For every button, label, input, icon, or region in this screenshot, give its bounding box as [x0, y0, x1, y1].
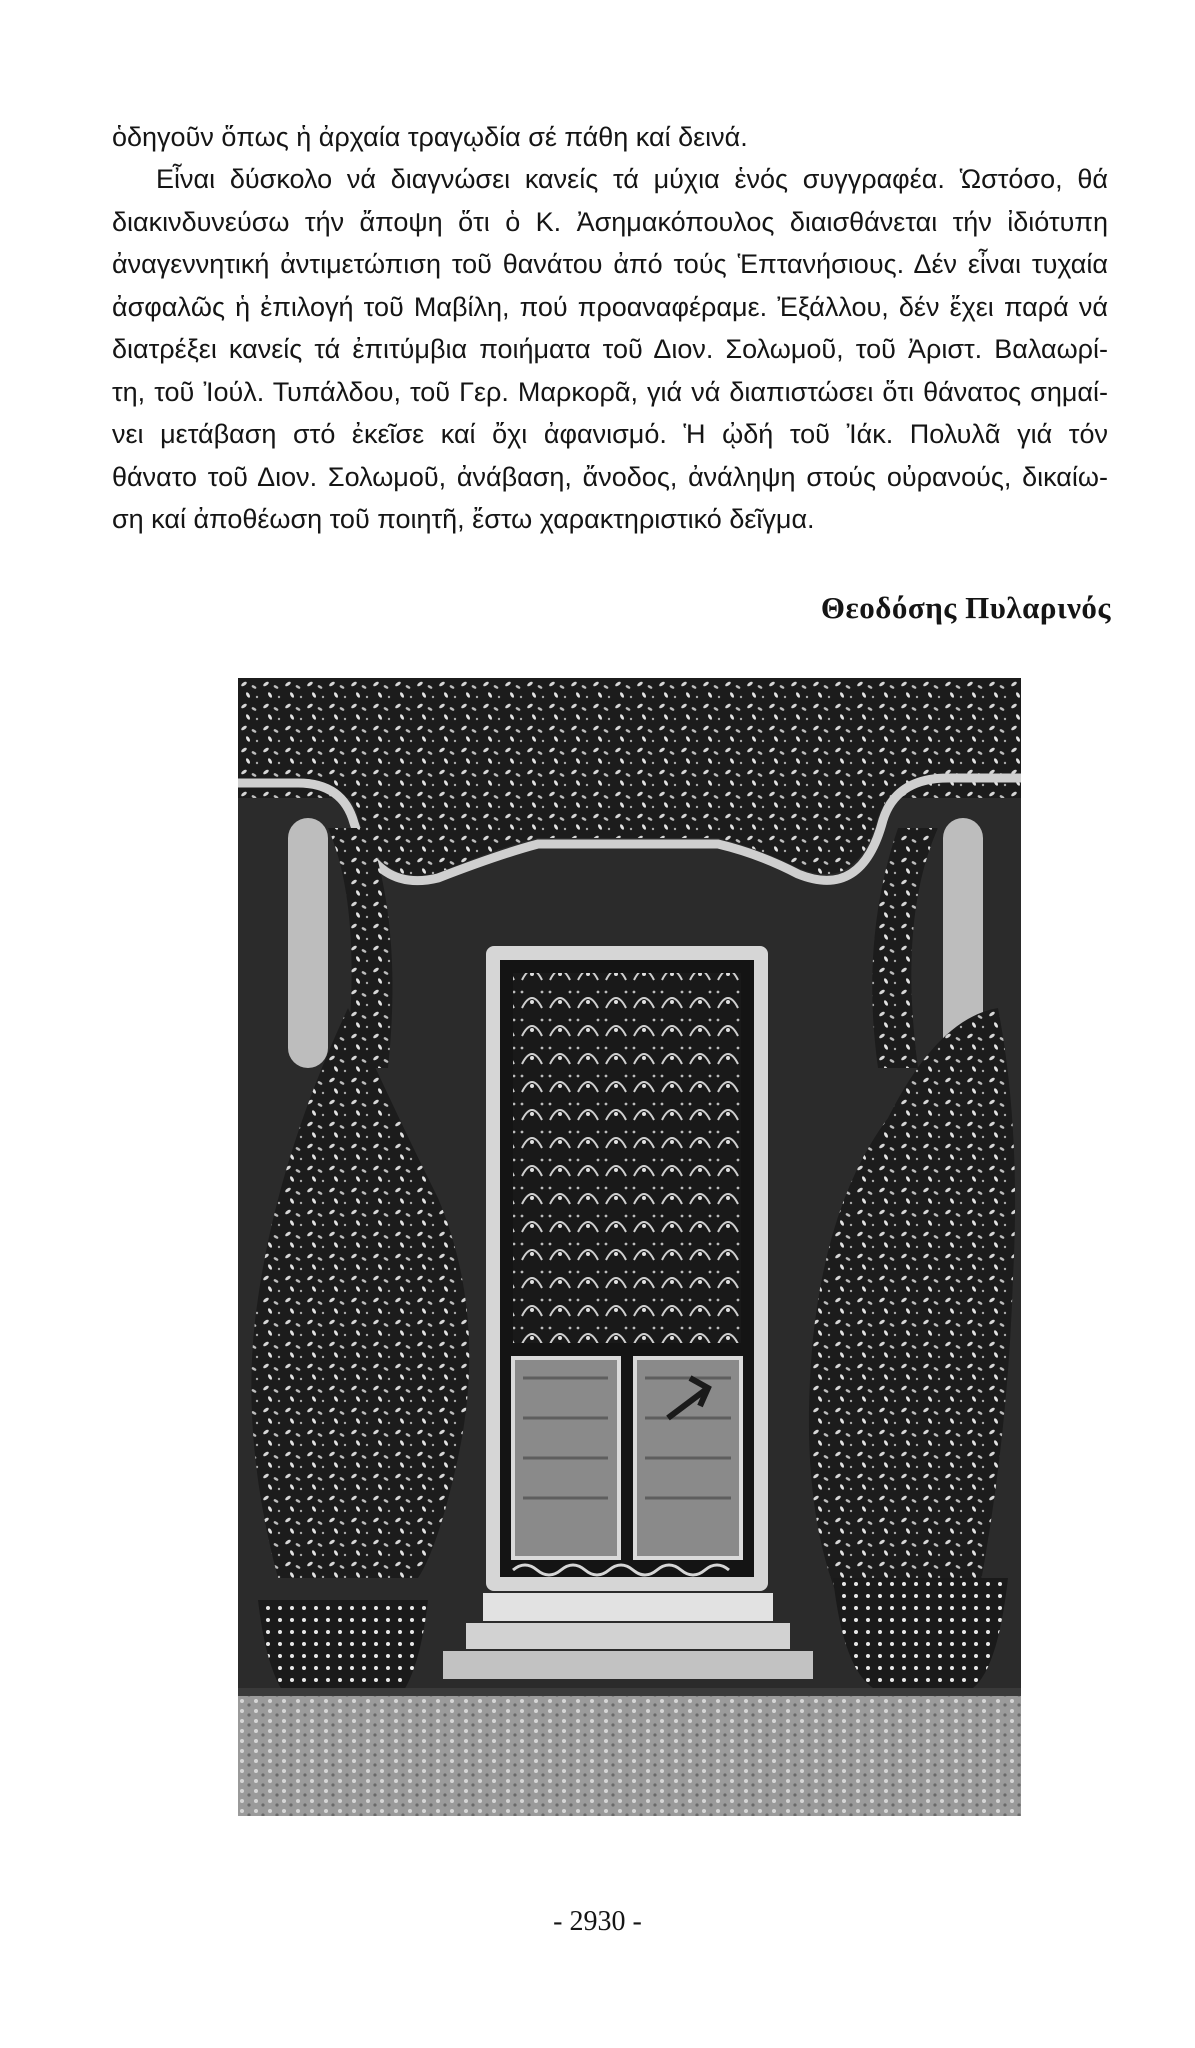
doorway-painting	[238, 678, 1021, 1816]
step-top	[483, 1593, 773, 1621]
text-line: ὁδηγοῦν ὅπως ἡ ἀρχαία τραγῳδία σέ πάθη καί δεινά.	[112, 122, 748, 152]
text-line: τη, τοῦ Ἰούλ. Τυπάλδου, τοῦ Γερ. Μαρκορᾶ, γιά νά διαπιστώσει ὅτι θάνατος σημαί-	[112, 376, 1108, 407]
step-bottom	[443, 1651, 813, 1679]
text-line: διακινδυνεύσω τήν ἄποψη ὅτι ὁ Κ. Ἀσημακόπουλος διαισθάνεται τήν ἰδιότυπη	[112, 206, 1108, 237]
right-flower-pot	[833, 1578, 1008, 1688]
door-carved-panel	[513, 973, 741, 1343]
paragraph-continuation	[112, 116, 1108, 159]
text-line: ση καί ἀποθέωση τοῦ ποιητῆ, ἔστω χαρακτηριστικό δεῖγμα.	[112, 504, 815, 534]
text-line: θάνατο τοῦ Διον. Σολωμοῦ, ἀνάβαση, ἄνοδος, ἀνάληψη στούς οὐρανούς, δικαίω-	[112, 461, 1108, 492]
step-middle	[466, 1623, 790, 1649]
author-signature: Θεοδόσης Πυλαρινός	[820, 590, 1111, 625]
pebble-courtyard	[238, 1688, 1021, 1816]
page-number: - 2930 -	[553, 1906, 642, 1937]
courtyard-edge	[238, 1688, 1021, 1696]
paragraph-body	[112, 158, 1108, 541]
painting-illustration	[238, 678, 1021, 1816]
text-line: Εἶναι δύσκολο νά διαγνώσει κανείς τά μύχια ἑνός συγγραφέα. Ὡστόσο, θά	[156, 164, 1108, 194]
text-line: διατρέξει κανείς τά ἐπιτύμβια ποιήματα τοῦ Διον. Σολωμοῦ, τοῦ Ἀριστ. Βαλαωρί-	[112, 334, 1108, 364]
text-line: νει μετάβαση στό ἐκεῖσε καί ὄχι ἀφανισμό. Ἡ ᾠδή τοῦ Ἰάκ. Πολυλᾶ γιά τόν	[112, 419, 1108, 449]
text-line: ἀσφαλῶς ἡ ἐπιλογή τοῦ Μαβίλη, πού προαναφέραμε. Ἐξάλλου, δέν ἔχει παρά νά	[112, 291, 1108, 322]
left-niche	[288, 818, 328, 1068]
text-line: ἀναγεννητική ἀντιμετώπιση τοῦ θανάτου ἀπό τούς Ἑπτανήσιους. Δέν εἶναι τυχαία	[112, 249, 1108, 279]
